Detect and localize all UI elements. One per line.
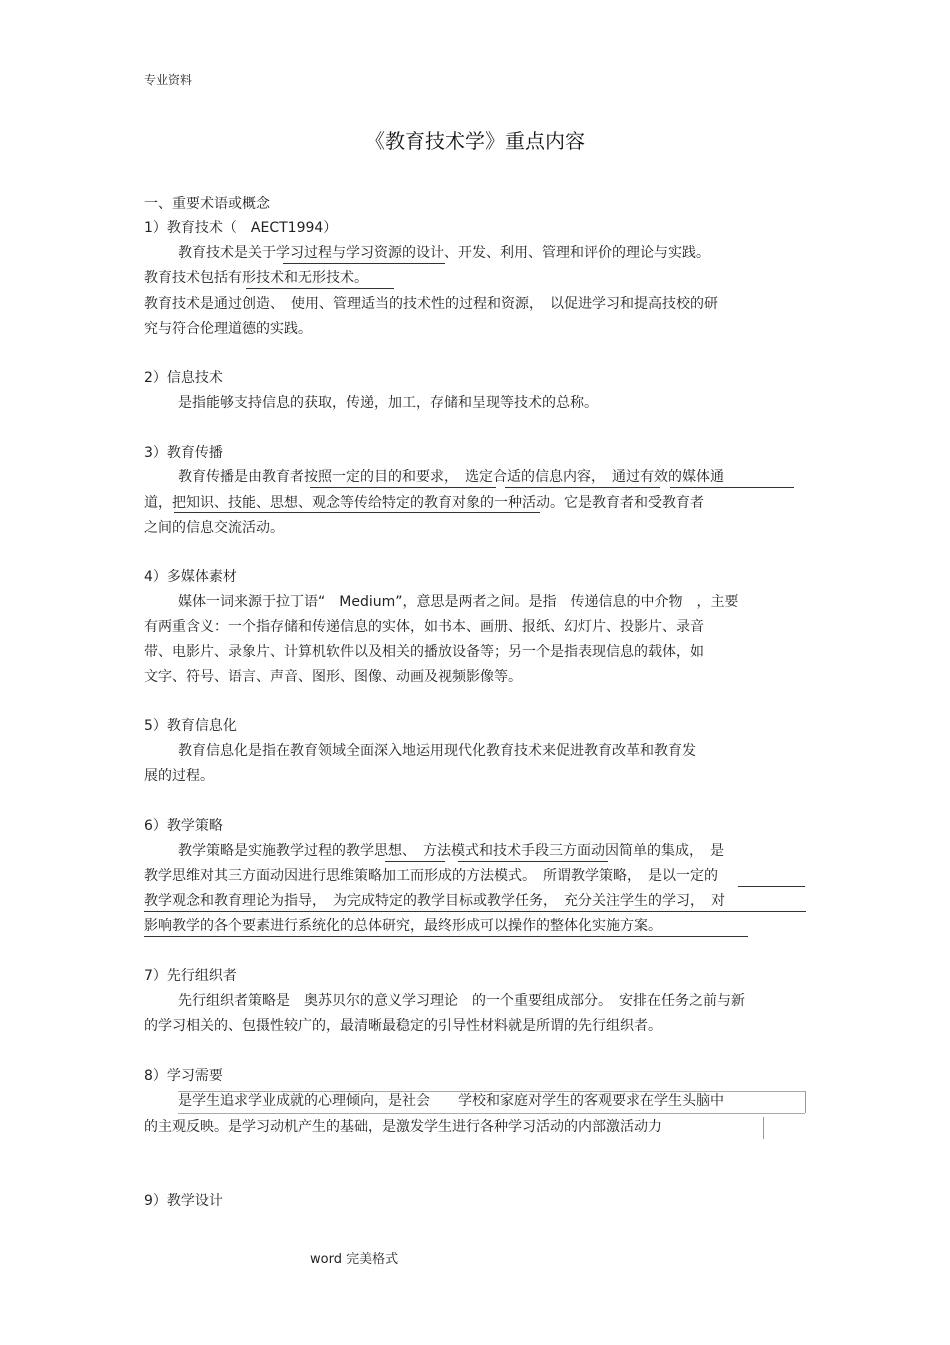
paragraph-line: 的主观反映。是学习动机产生的基础，是激发学生进行各种学习活动的内部激活动力 (144, 1119, 662, 1135)
paragraph-line: 之间的信息交流活动。 (144, 520, 284, 536)
text-underline (144, 911, 806, 912)
term-heading: 1）教育技术（ AECT1994） (144, 220, 338, 236)
term-heading: 6）教学策略 (144, 818, 223, 834)
text-underline (174, 512, 540, 513)
paragraph-line: 是指能够支持信息的获取，传递，加工，存储和呈现等技术的总称。 (178, 395, 598, 411)
header-label: 专业资料 (144, 73, 193, 87)
paragraph-line: 教学策略是实施教学过程的教学思想、 方法模式和技术手段三方面动因简单的集成， 是 (178, 843, 724, 859)
term-heading: 9）教学设计 (144, 1193, 223, 1209)
text-underline (246, 288, 394, 289)
term-heading: 2）信息技术 (144, 370, 223, 386)
term-heading: 5）教育信息化 (144, 718, 237, 734)
text-underline (385, 861, 445, 862)
paragraph-line: 教学观念和教育理论为指导， 为完成特定的教学目标或教学任务， 充分关注学生的学习， 对 (144, 893, 725, 909)
text-underline (283, 263, 445, 264)
text-underline (738, 886, 805, 887)
paragraph-line: 究与符合伦理道德的实践。 (144, 321, 312, 337)
text-underline (144, 936, 748, 937)
term-heading: 4）多媒体素材 (144, 569, 237, 585)
page-title: 《教育技术学》重点内容 (365, 129, 585, 153)
paragraph-line: 影响教学的各个要素进行系统化的总体研究，最终形成可以操作的整体化实施方案。 (144, 918, 662, 934)
paragraph-line: 展的过程。 (144, 768, 214, 784)
text-underline (310, 487, 496, 488)
term-heading: 3）教育传播 (144, 445, 223, 461)
paragraph-line: 有两重含义：一个指存储和传递信息的实体，如书本、画册、报纸、幻灯片、投影片、录音 (144, 619, 704, 635)
text-underline (505, 487, 660, 488)
text-underline (670, 487, 794, 488)
table-border-line (805, 1091, 806, 1113)
footer-label: word 完美格式 (310, 1252, 399, 1267)
term-heading: 8）学习需要 (144, 1068, 223, 1084)
paragraph-line: 媒体一词来源于拉丁语“ Medium”，意思是两者之间。是指 传递信息的中介物 ，主要 (178, 594, 739, 610)
paragraph-line: 教育技术是通过创造、 使用、管理适当的技术性的过程和资源， 以促进学习和提高技校的研 (144, 296, 718, 312)
paragraph-line: 文字、符号、语言、声音、图形、图像、动画及视频影像等。 (144, 669, 522, 685)
paragraph-line: 教学思维对其三方面动因进行思维策略加工而形成的方法模式。 所谓教学策略， 是以一定的 (144, 868, 718, 884)
paragraph-line: 教育技术包括有形技术和无形技术。 (144, 270, 368, 286)
table-border-line (178, 1113, 805, 1114)
paragraph-line: 是学生追求学业成就的心理倾向，是社会 学校和家庭对学生的客观要求在学生头脑中 (178, 1093, 724, 1109)
table-border-line (763, 1117, 764, 1139)
paragraph-line: 先行组织者策略是 奥苏贝尔的意义学习理论 的一个重要组成部分。 安排在任务之前与新 (178, 993, 745, 1009)
text-underline (458, 861, 608, 862)
paragraph-line: 教育技术是关于学习过程与学习资源的设计、开发、利用、管理和评价的理论与实践。 (178, 245, 710, 261)
table-border-line (178, 1091, 805, 1092)
section-heading: 一、重要术语或概念 (144, 196, 270, 212)
term-heading: 7）先行组织者 (144, 968, 237, 984)
paragraph-line: 教育传播是由教育者按照一定的目的和要求， 选定合适的信息内容， 通过有效的媒体通 (178, 469, 724, 485)
paragraph-line: 教育信息化是指在教育领域全面深入地运用现代化教育技术来促进教育改革和教育发 (178, 743, 696, 759)
paragraph-line: 道，把知识、技能、思想、观念等传给特定的教育对象的一种活动。它是教育者和受教育者 (144, 495, 704, 511)
paragraph-line: 的学习相关的、包摄性较广的，最清晰最稳定的引导性材料就是所谓的先行组织者。 (144, 1018, 662, 1034)
paragraph-line: 带、电影片、录象片、计算机软件以及相关的播放设备等；另一个是指表现信息的载体，如 (144, 644, 704, 660)
